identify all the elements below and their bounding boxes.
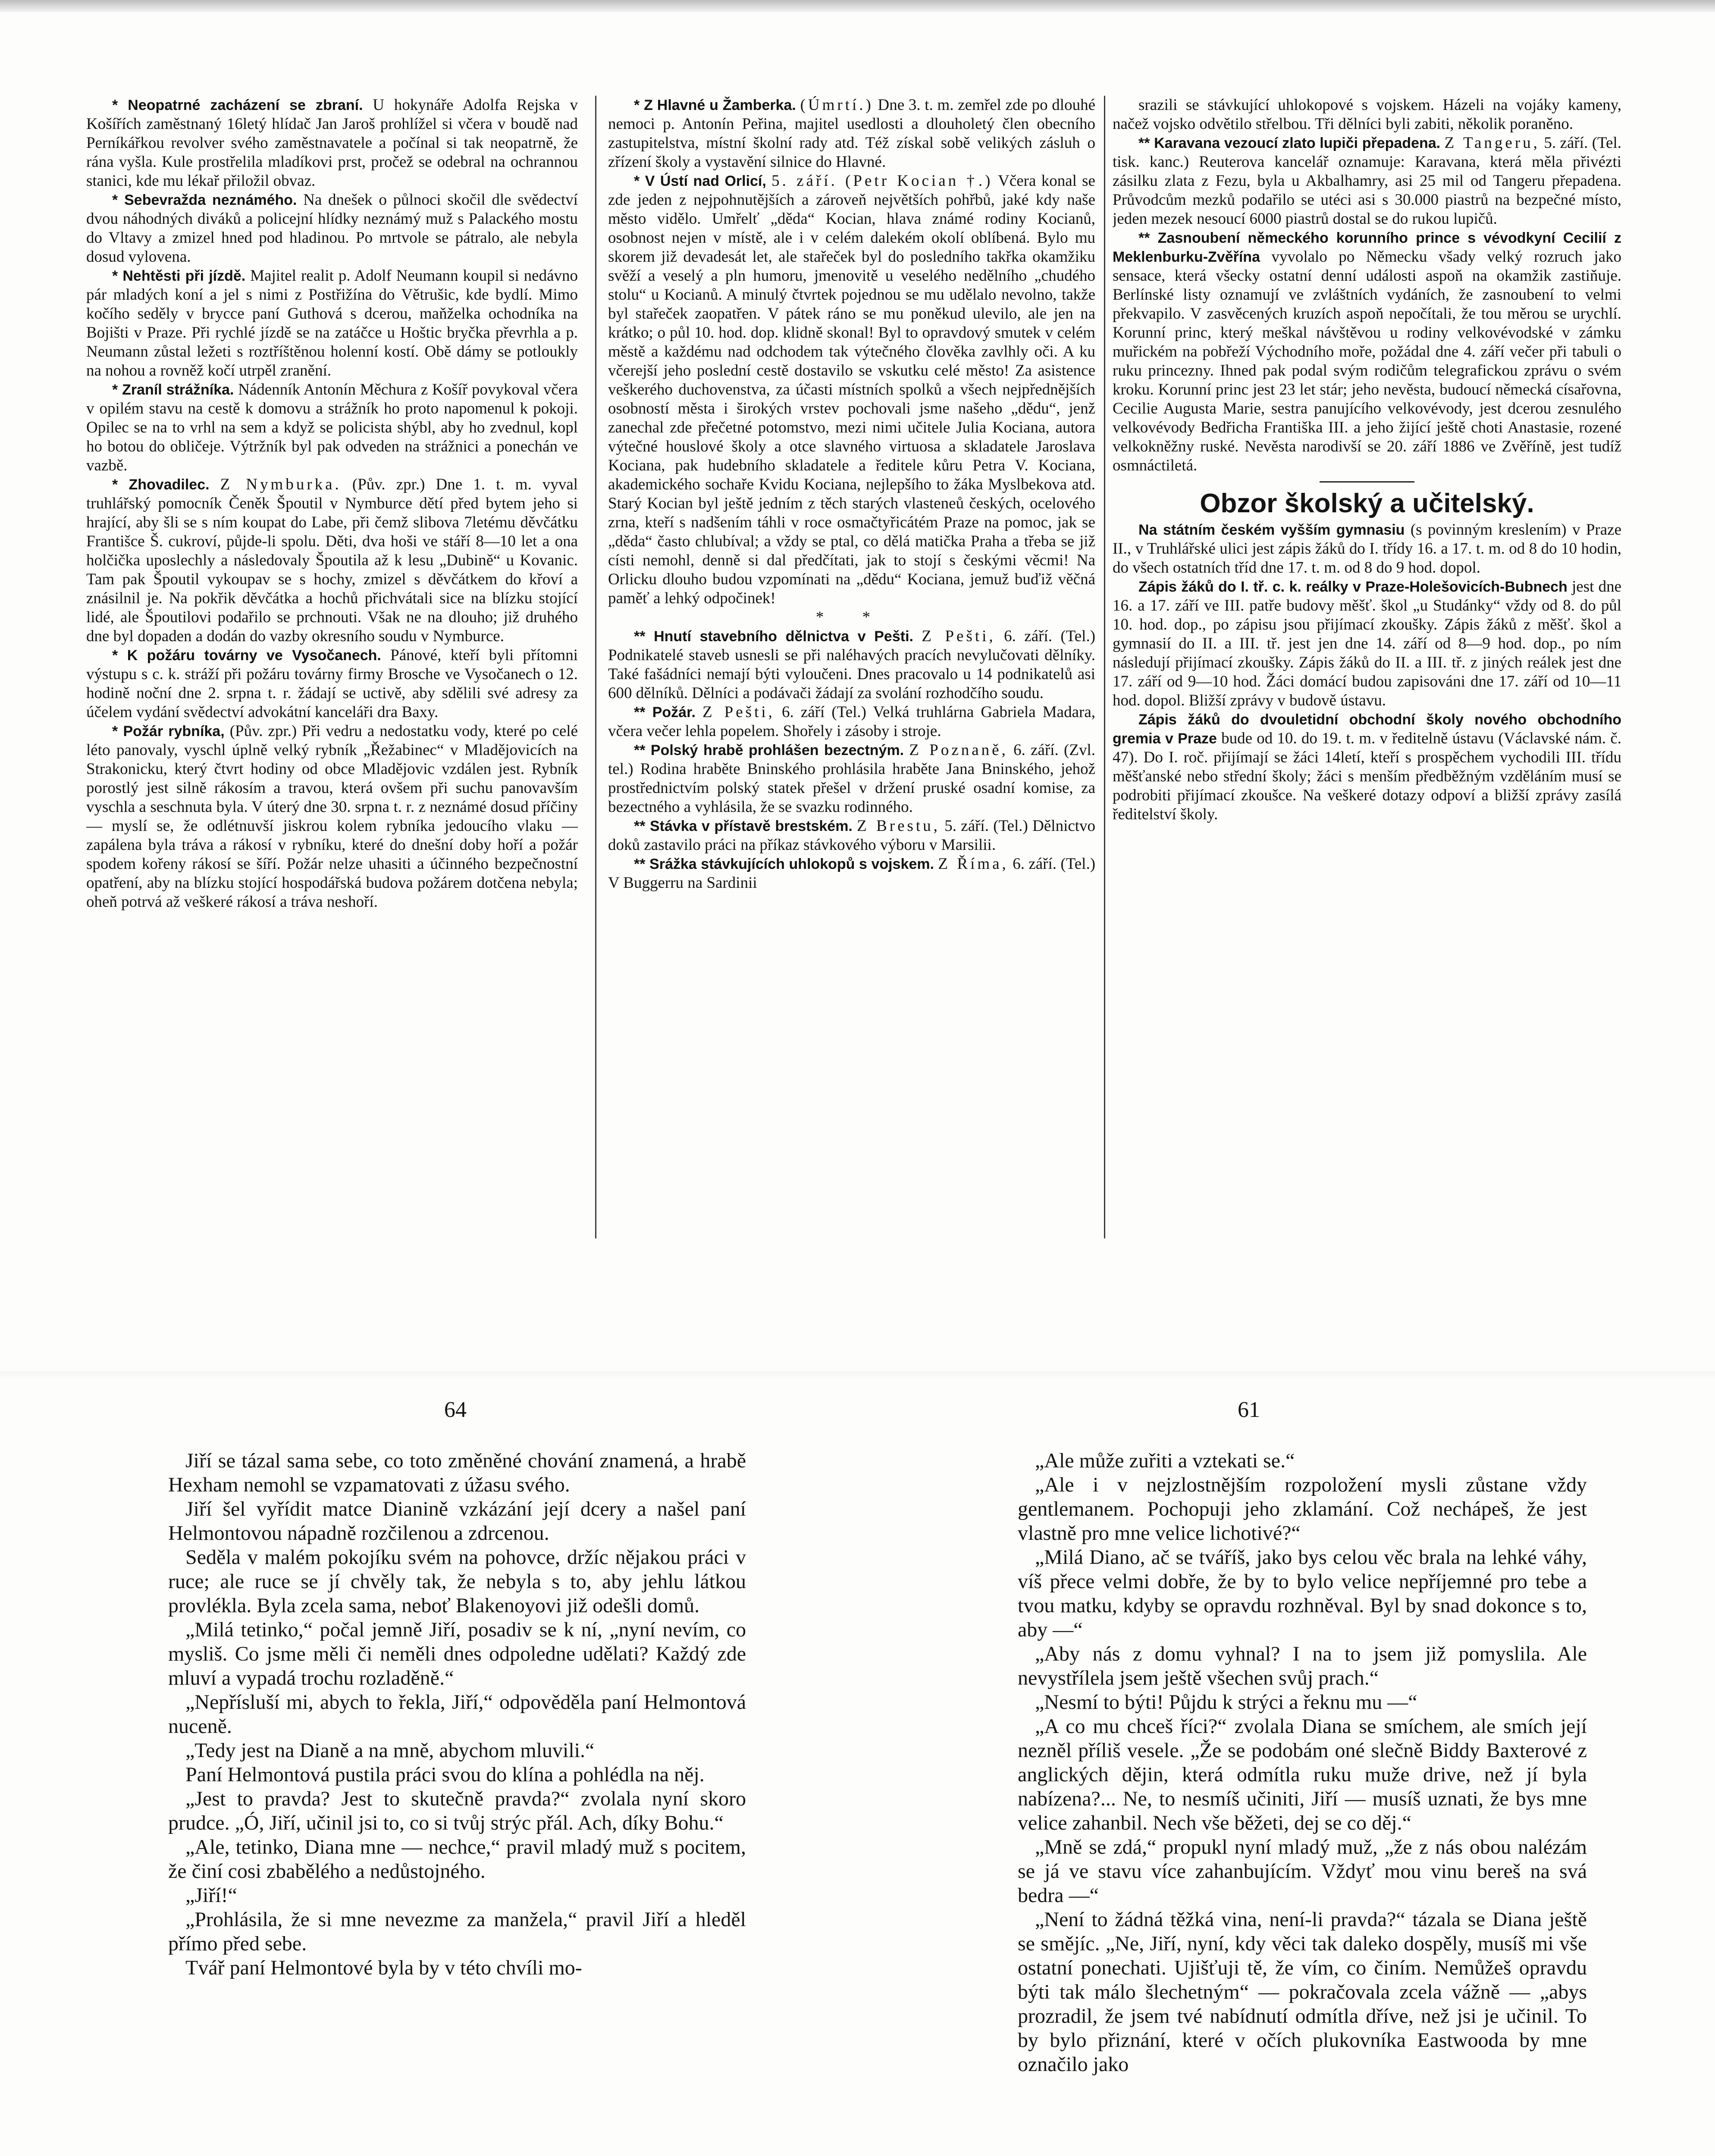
article-body: 6. září (Tel.) Velká truhlárna Gabriela Madara, včera večer lehla popelem. Shořely i zásoby i stroje. <box>608 703 1095 740</box>
novel-left-page <box>168 1449 746 2156</box>
novel-paragraph: „Nesmí to býti! Půjdu k strýci a řeknu mu —“ <box>1035 1691 1417 1714</box>
separator-stars: * * <box>815 608 888 626</box>
novel-paragraph: „Nepřísluší mi, abych to řekla, Jiří,“ odpověděla paní Helmontová nuceně. <box>168 1691 746 1738</box>
novel-right-page <box>1018 1449 1587 2147</box>
news-article <box>608 855 1095 893</box>
article-dateline: (Úmrtí.) <box>800 96 874 114</box>
article-body: Na dnešek o půlnoci skočil dle svědectví dvou náhodných diváků a policejní hlídky neznámý muž s Palackého mostu do Vltavy a zmizel hned pod hladinou. Po mrtvole se pátralo, ale nebyla dosud vylovena. <box>86 191 578 266</box>
news-article <box>1113 520 1621 577</box>
column-divider-1 <box>595 96 596 1238</box>
article-body: bude od 10. do 19. t. m. v ředitelně ústavu (Václavské nám. č. 47). Do I. roč. přijímají se žáci 14letí, kteří s prospěchem vychodili III. třídu měšťanské nebo střední školy; žáci s menším předběžným vzděláním musí se podrobiti přijímací zkoušce. Na veškeré dotazy odpoví a bližší zprávy zasílá ředitelství školy. <box>1113 730 1621 823</box>
news-article <box>86 380 578 475</box>
article-body: Včera konal se zde jeden z nejpohnutějších a zároveň největších pohřbů, jaké kdy naše město vidělo. Umřelť „děda“ Kocian, hlava známé rodiny Kocianů, osobnost nejen v místě, ale i v celém dalekém okolí oblíbená. Bylo mu skorem již devadesát let, ale stařeček byl do posledního takřka okamžiku svěží a veselý a pln humoru, jmenovitě u veselého nedělního „chudého stolu“ u Kocianů. A minulý čtvrtek pojednou se mu udělalo nevolno, takže byl stařeček zaopatřen. V pátek ráno se mu poněkud ulevilo, ale jen na krátko; o půl 10. hod. dop. klidně skonal! Byl to opravdový smutek v celém městě a každému nad odchodem tak výtečného člověka zavlhly oči. A ku včerejší jeho poslední cestě dostavilo se vskutku celé město! Za asistence veškerého duchovenstva, za účasti místních spolků a všech nejpřednějších osobností města i širokých vrstev pochovali jsme našeho „dědu“, jenž zanechal zde přečetné potomstvo, mezi nimi učitele Julia Kociana, autora výtečné houslové školy a otce slavného virtuosa a skladatele Jaroslava Kociana, pak hudebního skladatele a ředitele kůru Petra V. Kociana, akademického sochaře Kvidu Kociana, nejlepšího to žáka Myslbekova atd. Starý Kocian byl ještě jedním z těch starých vlasteneů českých, ocelového zrna, kteří s nadšením táhli v roce osmačtyřicátém Praze na pomoc, jak se „děda“ často chlubíval; a vždy se ptal, co dělá matička Praha a třeba se již císti nemohl, denně si dal předčítati, jak to stojí s českými věcmi! Na Orlicku dlouho budou vzpomínati na „dědu“ Kociana, jemuž buďiž věčná paměť a lehký odpočinek! <box>608 172 1095 607</box>
novel-right-page-number: 61 <box>1238 1398 1260 1422</box>
column-divider-2 <box>1104 96 1105 1238</box>
article-body: Pánové, kteří byli přítomni výstupu s c. k. stráží při požáru továrny firmy Brosche ve Vysočanech o 12. hodině noční dne 2. srpna t. r. žádají se uctivě, aby sdělili své adresy za účelem vydání svědectví advokátní kanceláři dra Baxy. <box>86 646 578 721</box>
news-article <box>1113 577 1621 710</box>
novel-paragraph: Seděla v malém pokojíku svém na pohovce, držíc nějakou práci v ruce; ale ruce se jí chvěly tak, že nebyla s to, aby jehlu látkou provlékla. Byla zcela sama, neboť Blakenoyovi již odešli domů. <box>168 1546 746 1617</box>
novel-paragraph: Paní Helmontová pustila práci svou do klína a pohlédla na něj. <box>185 1763 705 1786</box>
article-headline: Na státním českém vyšším gymnasiu <box>1138 522 1405 538</box>
article-body: Dne 3. t. m. zemřel zde po dlouhé nemoci p. Antonín Peřina, majitel usedlosti a dlouholetý člen obecního zastupitelstva, místní školní rady atd. Též získal sobě velikých zásluh o zřízení školy a vystavění silnice do Hlavné. <box>608 96 1095 171</box>
article-body: U hokynáře Adolfa Rejska v Košířích zaměstnaný 16letý hlídač Jan Jaroš prohlížel si včera v boudě nad Perníkářkou revolver svého zaměstnavatele a počínal si tak neopatrně, že rána vyšla. Kule prostřelila mladíkovi prst, pročež se odebral na ochrannou stanici, kde mu lékař přiložil obvaz. <box>86 96 578 190</box>
news-article <box>86 722 578 912</box>
article-dateline: Z Brestu, <box>857 817 940 835</box>
novel-paragraph: „Ale může zuřiti a vztekati se.“ <box>1035 1449 1295 1472</box>
article-dateline: Z Tangeru, <box>1444 134 1540 152</box>
news-article <box>608 741 1095 817</box>
novel-paragraph: „Mně se zdá,“ propukl nyní mladý muž, „že z nás obou nalézám se já ve stavu více zahanbujícím. Vždyť mou vinu bereš na svá bedra —“ <box>1018 1836 1587 1907</box>
article-body: (s povinným kreslením) v Praze II., v Truhlářské ulici jest zápis žáků do I. třídy 16. a 17. t. m. od 8 do 10 hodin, do všech ostatních tříd dne 17. t. m. od 8 do 9 hod. dopol. <box>1113 521 1621 577</box>
article-dateline: Z Pešti, <box>702 703 775 721</box>
article-headline: ** Srážka stávkujících uhlokopů s vojskem. <box>634 856 934 872</box>
article-headline: * Zraníl strážníka. <box>112 382 234 398</box>
article-body: (Pův. zpr.) Dne 1. t. m. vyval truhlářský pomocník Čeněk Špoutil v Nymburce dětí před bytem jeho si hrající, aby šli se s ním koupat do Labe, při čemž slibova 7letému děvčátku Františce Š. cukroví, půjde-li spolu. Děti, dva hoši ve stáří 8—10 let a ona holčička uposlechly a následovaly Špoutila až k lesu „Dubině“ u Kovanic. Tam pak Špoutil vykoupav se s hochy, zmizel s děvčátkem do křoví a znásilnil je. Na pokřik děvčátka a hochů přichvátali sice na blízku stojící lidé, ale Špoutilovi podařilo se prchnouti. Však ne na dlouho; již druhého dne byl dopaden a dodán do vazby okresního soudu v Nymburce. <box>86 476 578 645</box>
article-body: 6. září. (Tel.) V Buggerru na Sardinii <box>608 855 1095 892</box>
article-body: Majitel realit p. Adolf Neumann koupil si nedávno pár mladých koní a jel s nimi z Postřižína do Větrušic, kde bydlí. Mimo kočího seděly v brycce paní Guthová s dcerou, maňželka ochodníka na Bojišti v Praze. Při rychlé jízdě se na zatáčce u Hoštic bryčka převrhla a p. Neumann zůstal ležeti s roztříštěnou holenní kostí. Obě dámy se potloukly na nohou a rovněž kočí utrpěl zranění. <box>86 267 578 379</box>
article-headline: * Sebevražda neznámého. <box>112 192 297 208</box>
article-dateline: 5. září. (Petr Kocian †.) <box>771 172 993 190</box>
article-headline: Zápis žáků do I. tř. c. k. reálky v Praze-Holešovicích-Bubnech <box>1138 579 1568 595</box>
novel-paragraph: Jiří se tázal sama sebe, co toto změněné chování znamená, a hrabě Hexham nemohl se vzpamatovati z úžasu svého. <box>168 1449 746 1496</box>
news-column-2 <box>608 96 1095 1251</box>
novel-paragraph: „Prohlásila, že si mne nevezme za manžela,“ pravil Jiří a hleděl přímo před sebe. <box>168 1908 746 1955</box>
article-body: (Pův. zpr.) Při vedru a nedostatku vody, které po celé léto panovaly, vyschl úplně velký rybník „Řežabinec“ v Mladějovicích na Strakonicku, který čtvrt hodiny od obce Mladějovic vzdálen jest. Rybník porostlý jest silně rákosím a travou, která ovšem při suchu panovavším vyschla a seschnuta byla. V úterý dne 30. srpna t. r. z neznámé dosud příčiny — myslí se, že odlétnuvší jiskrou kolem rybníka jedoucího vlaku — zapálena byla tráva a rákosí v rybníku, které do dnešní doby hoří a požár spodem kořeny rákosí se šíří. Požár nelze uhasiti a účinného bezpečnostní opatření, aby na blízku stojící hospodářská budova požárem dotčena nebyla; oheň potrvá až veškeré rákosí a tráva neshoří. <box>86 722 578 911</box>
article-headline: ** Karavana vezoucí zlato lupiči přepadena. <box>1138 135 1441 151</box>
news-article <box>86 266 578 380</box>
news-article <box>86 646 578 722</box>
article-body: 6. září. (Tel.) Podnikatelé staveb usnesli se při naléhavých pracích nevylučovati dělníky. Také fašádníci nemají býti vyloučeni. Dnes pracovalo u 14 podnikatelů asi 600 dělníků. Dělníci a podávači žádají za svolání rozhodčího soudu. <box>608 627 1095 702</box>
article-headline: * Z Hlavné u Žamberka. <box>634 97 796 113</box>
article-headline: * K požáru továrny ve Vysočanech. <box>112 647 381 664</box>
article-headline: * Požár rybníka, <box>112 723 225 740</box>
article-headline: ** Polský hrabě prohlášen bezectným. <box>634 742 904 758</box>
article-headline: * V Ústí nad Orlicí, <box>634 173 766 189</box>
scan-edge-top <box>0 0 1715 12</box>
news-article <box>608 627 1095 703</box>
article-body: 6. září. (Zvl. tel.) Rodina hraběte Bninského prohlásila hraběte Jana Bninského, jehož prostřednictvím polský statek přešel v držení pruské osadní komise, za bezectného a vyhlásila, že se svazku rodinného. <box>608 741 1095 816</box>
article-headline: ** Stávka v přístavě brestském. <box>634 818 853 834</box>
news-article <box>608 96 1095 172</box>
news-article <box>608 703 1095 741</box>
novel-paragraph: „Není to žádná těžká vina, není-li pravda?“ tázala se Diana ještě se smějíc. „Ne, Jiří, nyní, kdy věci tak daleko dospěly, musíš mi vše ostatní ponechati. Ujišťuji tě, že vím, co činím. Nemůžeš opravdu býti tak málo šlechetným“ — pokračovala zcela vážně — „abys prozradil, že jsem tvé nabídnutí odmítla dříve, než jsi je učinil. To by bylo přiznání, které v očích plukovníka Eastwooda by mne označilo jako <box>1018 1908 1587 2076</box>
fold-shadow <box>0 1371 1715 1378</box>
novel-paragraph: „Jiří!“ <box>185 1884 237 1907</box>
article-body: 5. září. (Tel. tisk. kanc.) Reuterova kancelář oznamuje: Karavana, která měla přivézti zásilku zlata z Fezu, byla u Akbalhamry, asi 25 mil od Tangeru přepadena. Průvodcům mezků podařilo se utéci asi s 30.000 piastrů na bezpečné místo, jeden mezek nesoucí 6000 piastrů dostal se do rukou lupičů. <box>1113 134 1621 228</box>
article-body: srazili se stávkující uhlokopové s vojskem. Házeli na vojáky kameny, načež vojsko odvětilo střelbou. Tři dělníci byli zabiti, několik poraněno. <box>1113 96 1621 133</box>
news-article <box>86 191 578 266</box>
news-column-3 <box>1113 96 1621 1251</box>
article-dateline: Z Poznaně, <box>909 741 1008 759</box>
novel-paragraph: „Milá Diano, ač se tváříš, jako bys celou věc brala na lehké váhy, víš přece velmi dobře, že by to bylo velice nepříjemné pro tebe a tvou matku, kdyby se opravdu rozhněval. Byl by snad dokonce s to, aby —“ <box>1018 1546 1587 1641</box>
news-article <box>86 96 578 191</box>
school-section-title: Obzor školský a učitelský. <box>1200 489 1534 518</box>
novel-paragraph: „Milá tetinko,“ počal jemně Jiří, posadiv se k ní, „nyní nevím, co mysliš. Co jsme měli či neměli dnes odpoledne udělati? Každý zde mluví a vypadá trochu rozladěně.“ <box>168 1618 746 1689</box>
novel-paragraph: „Tedy jest na Dianě a na mně, abychom mluvili.“ <box>185 1739 595 1762</box>
news-column-1 <box>86 96 578 1251</box>
article-headline: ** Hnutí stavebního dělnictva v Pešti. <box>634 628 913 645</box>
article-body: Nádenník Antonín Měchura z Košíř povykoval včera v opilém stavu na cestě k domovu a strážník ho proto napomenul k pokoji. Opilec se na to vrhl na sem a když se policista shýbl, aby ho zvednul, kopl ho botou do obličeje. Výtržník byl pak odveden na strážnici a ponechán ve vazbě. <box>86 381 578 474</box>
novel-paragraph: „Ale, tetinko, Diana mne — nechce,“ pravil mladý muž s pocitem, že činí cosi zbabělého a nedůstojného. <box>168 1836 746 1883</box>
article-headline: ** Požár. <box>634 704 696 721</box>
news-article <box>1113 96 1621 134</box>
novel-paragraph: „A co mu chceš říci?“ zvolala Diana se smíchem, ale smích její nezněl příliš vesele. „Že se podobám oné slečně Biddy Baxterové z anglických dějin, která odmítla ruku muže drive, než jí byla nabízena?... Ne, to nesmíš učiniti, Jiří — musíš uznati, že bys mne velice zahanbil. Nech vše běžeti, dej se co děj.“ <box>1018 1715 1587 1834</box>
article-dateline: Z Pešti, <box>922 627 996 645</box>
article-dateline: Z Nymburka. <box>220 476 342 493</box>
article-headline: ** Zasnoubení německého korunního prince s vévodkyní Cecilií z Meklenburku-Zvěřína <box>1113 230 1621 265</box>
article-body: 5. září. (Tel.) Dělnictvo doků zastavilo práci na příkaz stávkového výboru v Marsilii. <box>608 817 1095 854</box>
news-article <box>1113 710 1621 824</box>
article-headline: * Neopatrné zacházení se zbraní. <box>112 97 363 113</box>
article-dateline: Z Říma, <box>938 855 1009 873</box>
article-body: vyvolalo po Německu všady velký rozruch jako sensace, která všecky ostatní denní události aspoň na okamžik zastiňuje. Berlínské listy oznamují ve zvláštních vydáních, že zasnoubení to velmi překvapilo. V zasvěcených kruzích aspoň nepočítali, že tou měrou se urychlí. Korunní princ, který meškal návštěvou u rodiny velkovévodské v zámku muřickém na pobřeží Východního moře, požádal dne 4. září večer při tabuli o ruku princezny. Ihned pak podal svým rodičům telegrafickou zprávu o svém kroku. Korunní princ jest 23 let stár; jeho nevěsta, budoucí německá císařovna, Cecilie Augusta Marie, sestra panujícího velkovévody, jest dcerou zesnulého velkovévody Bedřicha Františka III. a jeho žijící ještě choti Anastasie, rozené velkokněžny ruské. Nevěsta narodivší se 20. září 1886 ve Zvěříně, jest tudíž osmnáctiletá. <box>1113 248 1621 474</box>
novel-paragraph: Tvář paní Helmontové byla by v této chvíli mo- <box>185 1956 582 1979</box>
novel-paragraph: „Ale i v nejzlostnějším rozpoložení mysli zůstane vždy gentlemanem. Pochopuji jeho zklamání. Což nechápeš, že jest vlastně pro mne velice lichotivé?“ <box>1018 1473 1587 1545</box>
news-article <box>608 817 1095 855</box>
novel-paragraph: „Aby nás z domu vyhnal? I na to jsem již pomyslila. Ale nevystřílela jsem ještě všechen svůj prach.“ <box>1018 1642 1587 1689</box>
news-article <box>1113 134 1621 229</box>
novel-left-page-number: 64 <box>444 1398 467 1422</box>
section-rule <box>1320 481 1414 483</box>
news-article <box>86 475 578 646</box>
article-headline: Zápis žáků do dvouletidní obchodní školy nového obchodního gremia v Praze <box>1113 711 1621 747</box>
news-article <box>1113 229 1621 475</box>
novel-paragraph: „Jest to pravda? Jest to skutečně pravda?“ zvolala nyní skoro prudce. „Ó, Jiří, učinil jsi to, co si tvůj strýc přál. Ach, díky Bohu.“ <box>168 1787 746 1834</box>
article-body: jest dne 16. a 17. září ve III. patře budovy měšť. škol „u Studánky“ vždy od 8. do půl 10. hod. dop., po zápisu jsou přijímací zkoušky. Zápis žáků z měšť. škol a gymnasií do II. a III. tř. jest jen dne 14. září od 8—9 hod. dop., po ním následují přijímací zkoušky. Zápis žáků do II. a III. tř. z jiných reálek jest dne 17. září od 9—10 hod. Žáci domácí budou zapisováni dne 17. září od 10—11 hod. dopol. Bližší zprávy v budově ústavu. <box>1113 578 1621 709</box>
news-article <box>608 172 1095 608</box>
article-headline: * Nehtěsti při jízdě. <box>112 268 246 284</box>
novel-paragraph: Jiří šel vyřídit matce Dianině vzkázání její dcery a našel paní Helmontovou nápadně rozčilenou a zdrcenou. <box>168 1498 746 1545</box>
article-headline: * Zhovadilec. <box>112 476 210 493</box>
